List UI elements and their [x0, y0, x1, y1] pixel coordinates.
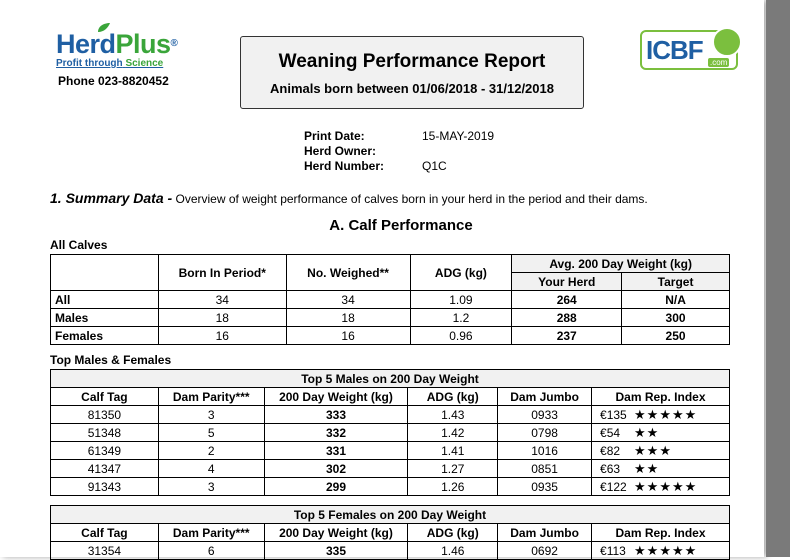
all-calves-table: Born In Period* No. Weighed** ADG (kg) Avg. 200 Day Weight (kg) Your Herd Target All 34 34 1.09 264 N/A Males 18 18 1.2 288 300 Females 16 16 0.96 237 250: [50, 254, 730, 345]
top-males-table: Top 5 Males on 200 Day Weight Calf Tag Dam Parity*** 200 Day Weight (kg) ADG (kg) Dam Jumbo Dam Rep. Index 81350 3 333 1.43 0933 €135 ★★★★★ 51348 5 332 1.42 0798 €54 ★★ 61349 2 331 1.41 1016 €82 ★★★ 41347 4 302 1.27 0851 €63 ★★ 91343 3 299 1.26 0935 €122 ★★★★★: [50, 369, 730, 496]
leaf-icon: [96, 22, 112, 34]
phone-number: Phone 023-8820452: [58, 74, 169, 88]
table-row: 41347 4 302 1.27 0851 €63 ★★: [51, 460, 730, 478]
report-title-box: [240, 36, 584, 109]
table-row: 91343 3 299 1.26 0935 €122 ★★★★★: [51, 478, 730, 496]
table-row: 31354 6 335 1.46 0692 €113 ★★★★★: [51, 542, 730, 560]
top-males-females-label: Top Males & Females: [50, 353, 172, 367]
star-rating-icon: ★★★★★: [634, 542, 698, 558]
report-subtitle: Animals born between 01/06/2018 - 31/12/2018: [270, 81, 554, 96]
star-rating-icon: ★★★★★: [634, 406, 698, 422]
star-rating-icon: ★★: [634, 460, 660, 476]
table-row: All 34 34 1.09 264 N/A: [51, 291, 730, 309]
table-row: 61349 2 331 1.41 1016 €82 ★★★: [51, 442, 730, 460]
print-date: 15-MAY-2019: [422, 129, 495, 143]
table-row: Females 16 16 0.96 237 250: [51, 327, 730, 345]
herd-number: Q1C: [422, 159, 447, 173]
star-rating-icon: ★★★: [634, 442, 672, 458]
star-rating-icon: ★★★★★: [634, 478, 698, 494]
herdplus-logo: HerdPlus® Profit through Science: [56, 30, 177, 69]
viewer-scrollbar-area[interactable]: [766, 0, 790, 557]
calf-performance-title: A. Calf Performance: [329, 217, 473, 234]
table-row: 51348 5 332 1.42 0798 €54 ★★: [51, 424, 730, 442]
table-row: Males 18 18 1.2 288 300: [51, 309, 730, 327]
report-meta: Print Date: 15-MAY-2019 Herd Owner: Herd Number: Q1C: [304, 129, 495, 173]
top-females-table: Top 5 Females on 200 Day Weight Calf Tag Dam Parity*** 200 Day Weight (kg) ADG (kg) Dam Jumbo Dam Rep. Index 31354 6 335 1.46 0692 €113 ★★★★★: [50, 505, 730, 560]
all-calves-label: All Calves: [50, 238, 108, 252]
star-rating-icon: ★★: [634, 424, 660, 440]
report-title: Weaning Performance Report: [278, 51, 546, 72]
icbf-logo: ICBF .com: [640, 30, 738, 70]
summary-heading: 1. Summary Data - Overview of weight performance of calves born in your herd in the period and their dams.: [50, 190, 648, 206]
table-row: 81350 3 333 1.43 0933 €135 ★★★★★: [51, 406, 730, 424]
icbf-emblem-icon: [712, 27, 742, 57]
